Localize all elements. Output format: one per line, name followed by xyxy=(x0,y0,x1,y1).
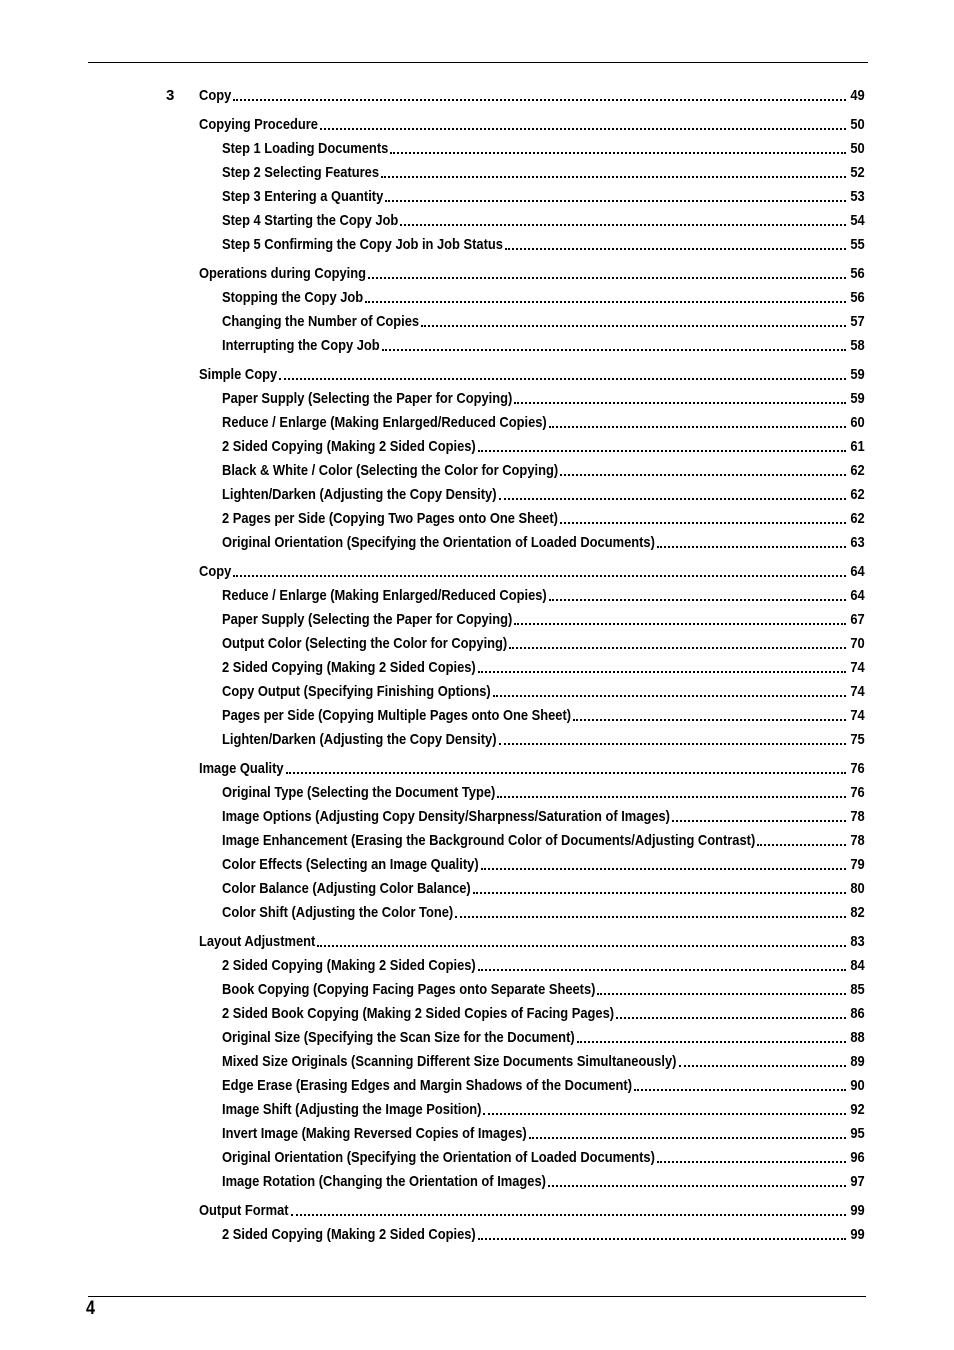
dot-leader xyxy=(478,448,847,452)
dot-leader xyxy=(573,717,846,721)
toc-entry-page: 55 xyxy=(850,236,865,253)
toc-section-entry[interactable] xyxy=(199,760,865,778)
toc-subsection-entry[interactable] xyxy=(222,1077,865,1095)
toc-subsection-entry[interactable] xyxy=(222,808,865,826)
toc-entry-title: Step 5 Confirming the Copy Job in Job Status xyxy=(222,236,503,253)
toc-subsection-entry[interactable] xyxy=(222,462,865,480)
toc-entry-page: 74 xyxy=(850,683,865,700)
dot-leader xyxy=(385,198,846,202)
dot-leader xyxy=(634,1087,846,1091)
dot-leader xyxy=(478,967,847,971)
toc-subsection-entry[interactable] xyxy=(222,414,865,432)
toc-entry-page: 56 xyxy=(850,265,865,282)
toc-subsection-entry[interactable] xyxy=(222,1005,865,1023)
toc-entry-title: Color Shift (Adjusting the Color Tone) xyxy=(222,904,454,921)
toc-entry-title: Lighten/Darken (Adjusting the Copy Density) xyxy=(222,486,497,503)
toc-subsection-entry[interactable] xyxy=(222,1226,865,1244)
toc-subsection-entry[interactable] xyxy=(222,534,865,552)
dot-leader xyxy=(549,424,847,428)
toc-entry-page: 86 xyxy=(850,1005,865,1022)
toc-subsection-entry[interactable] xyxy=(222,164,865,182)
toc-entry-page: 96 xyxy=(850,1149,865,1166)
dot-leader xyxy=(560,472,846,476)
dot-leader xyxy=(421,323,846,327)
toc-entry-page: 88 xyxy=(850,1029,865,1046)
toc-subsection-entry[interactable] xyxy=(222,1029,865,1047)
toc-entry-title: Step 4 Starting the Copy Job xyxy=(222,212,399,229)
dot-leader xyxy=(672,818,846,822)
toc-entry-page: 78 xyxy=(850,832,865,849)
toc-entry-title: Mixed Size Originals (Scanning Different Size Documents Simultaneously) xyxy=(222,1053,677,1070)
dot-leader xyxy=(286,770,847,774)
toc-entry-page: 57 xyxy=(850,313,865,330)
toc-entry-page: 62 xyxy=(850,510,865,527)
toc-subsection-entry[interactable] xyxy=(222,313,865,331)
toc-entry-page: 92 xyxy=(850,1101,865,1118)
dot-leader xyxy=(390,150,846,154)
toc-subsection-entry[interactable] xyxy=(222,635,865,653)
toc-entry-title: Image Quality xyxy=(199,760,284,777)
dot-leader xyxy=(317,943,846,947)
toc-subsection-entry[interactable] xyxy=(222,1125,865,1143)
toc-entry-page: 90 xyxy=(850,1077,865,1094)
toc-chapter-entry[interactable] xyxy=(199,87,865,105)
toc-entry-title: Paper Supply (Selecting the Paper for Copying) xyxy=(222,390,513,407)
toc-subsection-entry[interactable] xyxy=(222,683,865,701)
chapter-page: 49 xyxy=(850,87,865,104)
toc-section-entry[interactable] xyxy=(199,265,865,283)
dot-leader xyxy=(291,1212,847,1216)
toc-entry-page: 80 xyxy=(850,880,865,897)
toc-entry-title: Copying Procedure xyxy=(199,116,318,133)
toc-entry-page: 62 xyxy=(850,462,865,479)
toc-entry-page: 60 xyxy=(850,414,865,431)
toc-subsection-entry[interactable] xyxy=(222,188,865,206)
toc-entry-title: Changing the Number of Copies xyxy=(222,313,420,330)
dot-leader xyxy=(365,299,846,303)
toc-subsection-entry[interactable] xyxy=(222,1101,865,1119)
toc-entry-title: Step 2 Selecting Features xyxy=(222,164,380,181)
toc-subsection-entry[interactable] xyxy=(222,832,865,850)
dot-leader xyxy=(483,1111,846,1115)
toc-entry-page: 75 xyxy=(850,731,865,748)
toc-entry-title: Stopping the Copy Job xyxy=(222,289,364,306)
toc-entry-page: 99 xyxy=(850,1202,865,1219)
toc-subsection-entry[interactable] xyxy=(222,904,865,922)
toc-entry-page: 83 xyxy=(850,933,865,950)
toc-subsection-entry[interactable] xyxy=(222,1173,865,1191)
toc-entry-title: Operations during Copying xyxy=(199,265,366,282)
toc-entry-page: 70 xyxy=(850,635,865,652)
toc-subsection-entry[interactable] xyxy=(222,390,865,408)
toc-entry-page: 50 xyxy=(850,116,865,133)
dot-leader xyxy=(478,669,847,673)
toc-section-entry[interactable] xyxy=(199,116,865,134)
toc-subsection-entry[interactable] xyxy=(222,587,865,605)
top-rule xyxy=(88,62,868,63)
toc-entry-title: Copy Output (Specifying Finishing Options) xyxy=(222,683,491,700)
toc-entry-title: 2 Sided Copying (Making 2 Sided Copies) xyxy=(222,957,476,974)
toc-entry-title: Invert Image (Making Reversed Copies of Images) xyxy=(222,1125,527,1142)
toc-entry-page: 79 xyxy=(850,856,865,873)
page-number: 4 xyxy=(86,1298,95,1319)
toc-entry-title: Output Format xyxy=(199,1202,289,1219)
toc-entry-page: 59 xyxy=(850,366,865,383)
toc-subsection-entry[interactable] xyxy=(222,981,865,999)
dot-leader xyxy=(514,400,846,404)
toc-entry-title: 2 Sided Copying (Making 2 Sided Copies) xyxy=(222,1226,476,1243)
toc-subsection-entry[interactable] xyxy=(222,140,865,158)
dot-leader xyxy=(499,496,847,500)
toc-entry-title: Image Options (Adjusting Copy Density/Sharpness/Saturation of Images) xyxy=(222,808,670,825)
toc-subsection-entry[interactable] xyxy=(222,707,865,725)
toc-entry-title: Image Shift (Adjusting the Image Position) xyxy=(222,1101,482,1118)
toc-entry-title: 2 Sided Copying (Making 2 Sided Copies) xyxy=(222,659,476,676)
toc-subsection-entry[interactable] xyxy=(222,731,865,749)
dot-leader xyxy=(505,246,846,250)
dot-leader xyxy=(400,222,846,226)
toc-entry-title: Color Effects (Selecting an Image Quality) xyxy=(222,856,479,873)
toc-subsection-entry[interactable] xyxy=(222,957,865,975)
dot-leader xyxy=(514,621,846,625)
toc-entry-page: 56 xyxy=(850,289,865,306)
dot-leader xyxy=(279,376,846,380)
toc-entry-title: Original Orientation (Specifying the Orientation of Loaded Documents) xyxy=(222,1149,655,1166)
toc-entry-page: 85 xyxy=(850,981,865,998)
chapter-number: 3 xyxy=(166,87,175,104)
dot-leader xyxy=(757,842,846,846)
toc-section-entry[interactable] xyxy=(199,1202,865,1220)
dot-leader xyxy=(549,597,847,601)
toc-subsection-entry[interactable] xyxy=(222,337,865,355)
toc-entry-title: Output Color (Selecting the Color for Copying) xyxy=(222,635,508,652)
toc-subsection-entry[interactable] xyxy=(222,856,865,874)
toc-entry-title: 2 Sided Book Copying (Making 2 Sided Copies of Facing Pages) xyxy=(222,1005,615,1022)
toc-subsection-entry[interactable] xyxy=(222,486,865,504)
toc-entry-page: 89 xyxy=(850,1053,865,1070)
toc-entry-title: Interrupting the Copy Job xyxy=(222,337,380,354)
toc-entry-page: 97 xyxy=(850,1173,865,1190)
toc-section-entry[interactable] xyxy=(199,563,865,581)
toc-entry-page: 59 xyxy=(850,390,865,407)
dot-leader xyxy=(499,741,847,745)
dot-leader xyxy=(529,1135,847,1139)
toc-entry-page: 64 xyxy=(850,587,865,604)
toc-subsection-entry[interactable] xyxy=(222,1149,865,1167)
toc-entry-title: Simple Copy xyxy=(199,366,278,383)
toc-subsection-entry[interactable] xyxy=(222,510,865,528)
toc-entry-page: 64 xyxy=(850,563,865,580)
toc-entry-page: 53 xyxy=(850,188,865,205)
dot-leader xyxy=(478,1236,847,1240)
toc-entry-page: 50 xyxy=(850,140,865,157)
dot-leader xyxy=(616,1015,846,1019)
toc-entry-title: Pages per Side (Copying Multiple Pages onto One Sheet) xyxy=(222,707,572,724)
toc-entry-title: 2 Pages per Side (Copying Two Pages onto One Sheet) xyxy=(222,510,558,527)
toc-entry-title: Paper Supply (Selecting the Paper for Copying) xyxy=(222,611,513,628)
toc-entry-page: 82 xyxy=(850,904,865,921)
toc-entry-page: 52 xyxy=(850,164,865,181)
toc-entry-title: Image Rotation (Changing the Orientation of Images) xyxy=(222,1173,546,1190)
toc-section-entry[interactable] xyxy=(199,366,865,384)
dot-leader xyxy=(577,1039,847,1043)
dot-leader xyxy=(657,1159,846,1163)
toc-entry-title: Black & White / Color (Selecting the Color for Copying) xyxy=(222,462,559,479)
dot-leader xyxy=(497,794,846,798)
dot-leader xyxy=(679,1063,847,1067)
toc-entry-page: 99 xyxy=(850,1226,865,1243)
dot-leader xyxy=(455,914,846,918)
dot-leader xyxy=(382,347,847,351)
toc-entry-title: Layout Adjustment xyxy=(199,933,316,950)
toc-subsection-entry[interactable] xyxy=(222,236,865,254)
toc-entry-page: 76 xyxy=(850,760,865,777)
dot-leader xyxy=(381,174,846,178)
toc-entry-title: Copy xyxy=(199,563,232,580)
toc-section-entry[interactable] xyxy=(199,933,865,951)
toc-entry-title: Step 1 Loading Documents xyxy=(222,140,389,157)
toc-entry-page: 67 xyxy=(850,611,865,628)
toc-entry-title: Original Type (Selecting the Document Type) xyxy=(222,784,496,801)
toc-entry-page: 62 xyxy=(850,486,865,503)
dot-leader xyxy=(481,866,847,870)
toc-entry-page: 95 xyxy=(850,1125,865,1142)
toc-subsection-entry[interactable] xyxy=(222,1053,865,1071)
dot-leader xyxy=(368,275,846,279)
toc-entry-title: Edge Erase (Erasing Edges and Margin Shadows of the Document) xyxy=(222,1077,633,1094)
toc-entry-title: 2 Sided Copying (Making 2 Sided Copies) xyxy=(222,438,476,455)
chapter-title: Copy xyxy=(199,87,232,104)
toc-entry-page: 54 xyxy=(850,212,865,229)
dot-leader xyxy=(597,991,846,995)
dot-leader xyxy=(320,126,846,130)
dot-leader xyxy=(509,645,846,649)
toc-entry-page: 78 xyxy=(850,808,865,825)
toc-subsection-entry[interactable] xyxy=(222,438,865,456)
toc-entry-title: Original Size (Specifying the Scan Size for the Document) xyxy=(222,1029,575,1046)
toc-entry-title: Lighten/Darken (Adjusting the Copy Density) xyxy=(222,731,497,748)
toc-entry-page: 61 xyxy=(850,438,865,455)
dot-leader xyxy=(657,544,846,548)
dot-leader xyxy=(493,693,847,697)
toc-entry-title: Reduce / Enlarge (Making Enlarged/Reduced Copies) xyxy=(222,587,547,604)
toc-entry-page: 76 xyxy=(850,784,865,801)
toc-subsection-entry[interactable] xyxy=(222,880,865,898)
toc-entry-title: Reduce / Enlarge (Making Enlarged/Reduced Copies) xyxy=(222,414,547,431)
toc-entry-page: 84 xyxy=(850,957,865,974)
toc-entry-title: Step 3 Entering a Quantity xyxy=(222,188,384,205)
dot-leader xyxy=(233,97,846,101)
toc-entry-page: 63 xyxy=(850,534,865,551)
toc-entry-title: Image Enhancement (Erasing the Background Color of Documents/Adjusting Contrast) xyxy=(222,832,756,849)
toc-entry-title: Book Copying (Copying Facing Pages onto Separate Sheets) xyxy=(222,981,596,998)
toc-subsection-entry[interactable] xyxy=(222,784,865,802)
toc-subsection-entry[interactable] xyxy=(222,289,865,307)
dot-leader xyxy=(473,890,847,894)
toc-entry-title: Original Orientation (Specifying the Orientation of Loaded Documents) xyxy=(222,534,655,551)
toc-subsection-entry[interactable] xyxy=(222,212,865,230)
toc-subsection-entry[interactable] xyxy=(222,611,865,629)
toc-entry-page: 74 xyxy=(850,659,865,676)
dot-leader xyxy=(233,573,846,577)
toc-subsection-entry[interactable] xyxy=(222,659,865,677)
toc-entry-title: Color Balance (Adjusting Color Balance) xyxy=(222,880,471,897)
toc-entry-page: 74 xyxy=(850,707,865,724)
toc-entry-page: 58 xyxy=(850,337,865,354)
dot-leader xyxy=(548,1183,846,1187)
dot-leader xyxy=(560,520,846,524)
bottom-rule xyxy=(88,1296,866,1297)
